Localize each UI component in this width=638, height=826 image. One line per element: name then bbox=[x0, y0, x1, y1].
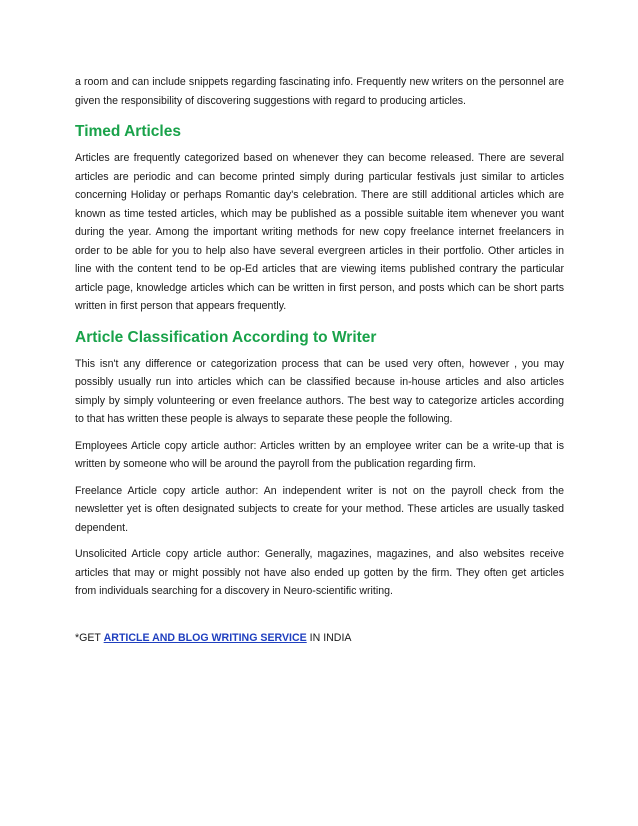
body-paragraph: Freelance Article copy article author: An independent writer is not on the payroll check from the newsletter yet is often designated subjects to create for your method. These articles are usually tasked dependent. bbox=[75, 484, 564, 534]
body-paragraph: Employees Article copy article author: Articles written by an employee writer can be a write-up that is written by someone who will be around the payroll from the publication regarding firm. bbox=[75, 439, 564, 470]
intro-paragraph: a room and can include snippets regarding fascinating info. Frequently new writers on the personnel are given the responsibility of discovering suggestions with regard to producing articles. bbox=[75, 76, 564, 107]
article-blog-writing-service-link[interactable]: ARTICLE AND BLOG WRITING SERVICE bbox=[103, 631, 307, 644]
section-article-classification bbox=[75, 328, 564, 601]
section-heading: Article Classification According to Writer bbox=[75, 328, 377, 346]
footer-prefix: *GET bbox=[75, 631, 104, 644]
body-paragraph: Unsolicited Article copy article author: Generally, magazines, magazines, and also websites receive articles that may or might possibly not have also ended up gotten by the firm. They often get articles from individuals searching for a discovery in Neuro-scientific writing. bbox=[75, 548, 564, 597]
document-page bbox=[75, 73, 564, 647]
section-timed-articles bbox=[75, 122, 564, 316]
footer-suffix: IN INDIA bbox=[306, 631, 352, 644]
body-paragraph: Articles are frequently categorized based on whenever they can become released. There are several articles are periodic and can become printed simply during particular festivals just similar to articles concerning Holiday or perhaps Romantic day's celebration. There are still additional articles which are known as time tested articles, which may be published as a possible suitable item whenever you want during the year. Among the important writing methods for new copy freelance internet freelancers in order to be able for you to help also have several evergreen articles in their portfolio. Other articles in line with the content tend to be op-Ed articles that are viewing items published contrary the particular article page, knowledge articles which can be written in first person, and posts which can be short parts written in first person that appears frequently. bbox=[75, 152, 564, 312]
section-heading: Timed Articles bbox=[75, 123, 181, 140]
footer-cta bbox=[75, 629, 564, 647]
body-paragraph: This isn't any difference or categorization process that can be used very often, however , you may possibly usually run into articles which can be classified because in-house articles and also articles simply by simply volunteering or even freelance authors. The best way to categorize articles according to that has written these people is always to separate these people the following. bbox=[75, 357, 564, 425]
